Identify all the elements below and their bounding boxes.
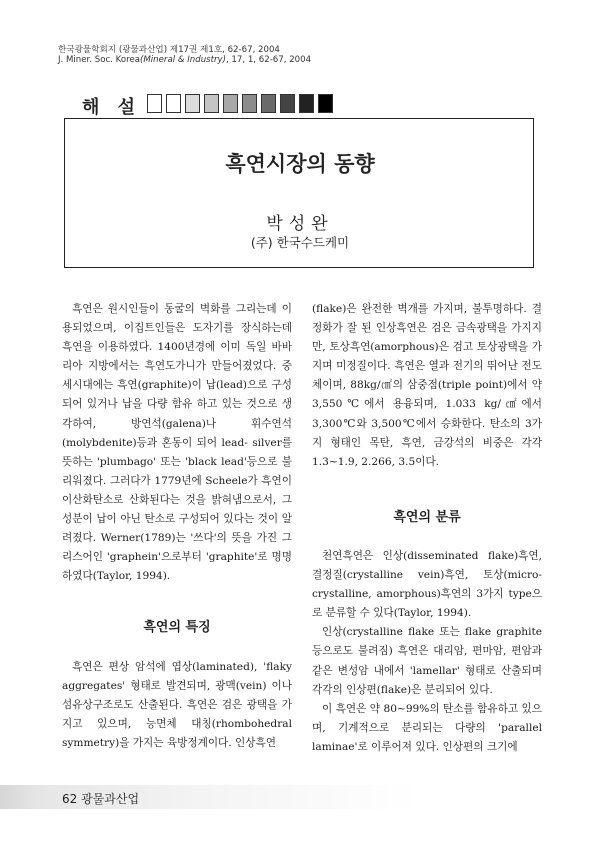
body-column-right xyxy=(312,300,542,757)
paragraph-properties: (flake)은 완전한 벽개를 가지며, 불투명하다. 결정화가 잘 된 인상흑연은 검은 금속광택을 가지지만, 토상흑연(amorphous)은 검고 토상광택을 가지며 미정질이다. 흑연은 열과 전기의 뛰어난 전도체이며, 88kg/㎠의 삼중점(triple point)에서 약 3,550℃에서 용융되며, 1.033 kg/㎠에서 3,300℃와 3,500℃에서 승화한다. 탄소의 3가지 형태인 목탄, 흑연, 금강석의 비중은 각각 1.3~1.9, 2.266, 3.5이다. xyxy=(312,303,542,468)
citation-journal-name: J. Miner. Soc. Korea xyxy=(58,55,141,65)
paragraph-types: 천연흑연은 인상(disseminated flake)흑연, 결정질(crystalline vein)흑연, 토상(micro-crystalline, amorphous)흑연의 3가지 type으로 분류할 수 있다(Taylor, 1994). xyxy=(312,549,542,620)
paragraph-carbon-content: 이 흑연은 약 80~99%의 탄소를 함유하고 있으며, 기계적으로 분리되는 다량의 'parallel laminae'로 이루어져 있다. 인상편의 크기에 xyxy=(312,702,542,753)
decorative-square-10 xyxy=(318,94,333,113)
decorative-square-8 xyxy=(280,94,295,113)
footer-page-label: 62 광물과산업 xyxy=(62,792,140,806)
decorative-square-2 xyxy=(166,94,181,113)
article-author: 박성완 xyxy=(266,214,334,234)
citation-volume-pages: , 17, 1, 62-67, 2004 xyxy=(225,55,312,65)
body-column-left xyxy=(62,300,292,753)
article-title: 흑연시장의 동향 xyxy=(225,152,375,176)
heading-characteristics: 흑연의 특징 xyxy=(143,620,211,636)
decorative-square-9 xyxy=(299,94,314,113)
paragraph-history: 흑연은 원시인들이 동굴의 벽화를 그리는데 이용되었으며, 이집트인들은 도자기를 장식하는데 흑연을 이용하였다. 1400년경에 이미 독일 바바리아 지방에서는 흑연도가니가 만들어졌었다. 중세시대에는 흑연(graphite)이 납(lead)으로 구성되어 있거나 납을 다량 함유 하고 있는 것으로 생각하여, 방연석(galena)나 휘수연석(molybdenite)등과 혼동이 되어 lead- silver를 뜻하는 'plumbago' 또는 'black lead'등으로 불리워졌다. 그러다가 1779년에 Scheele가 흑연이 이산화탄소로 산화된다는 것을 밝혀냄으로서, 그 성분이 납이 아닌 탄소로 구성되어 있다는 것이 알려졌다. Werner(1789)는 '쓰다'의 뜻을 가진 그리스어인 'graphein'으로부터 'graphite'로 명명하였다(Taylor, 1994). xyxy=(62,303,292,583)
paragraph-flake-graphite: 인상(crystalline flake 또는 flake graphite 등으로도 불려짐) 흑연은 대리암, 편마암, 편암과 같은 변성암 내에서 'lamellar' 형태로 산출되며 각각의 인상편(flake)은 분리되어 있다. xyxy=(312,626,542,696)
author-affiliation: (주) 한국수드케미 xyxy=(250,235,350,250)
journal-citation-english xyxy=(58,55,311,65)
decorative-square-3 xyxy=(185,94,200,113)
paragraph-characteristics: 흑연은 편상 암석에 엽상(laminated), 'flaky aggregates' 형태로 발견되며, 광맥(vein) 이나 섬유상구조로도 산출된다. 흑연은 검은 광택을 가지고 있으며, 능면체 대칭(rhombohedral symmetry)을 가지는 육방정계이다. 인상흑연 xyxy=(62,660,292,749)
section-label: 해 설 xyxy=(82,97,142,118)
decorative-gradient-squares xyxy=(147,94,333,113)
heading-classification: 흑연의 분류 xyxy=(393,509,461,525)
decorative-square-6 xyxy=(242,94,257,113)
decorative-square-1 xyxy=(147,94,162,113)
decorative-square-4 xyxy=(204,94,219,113)
journal-citation-korean: 한국광물학회지 (광물과산업) 제17권 제1호, 62-67, 2004 xyxy=(58,45,280,55)
decorative-square-7 xyxy=(261,94,276,113)
decorative-square-5 xyxy=(223,94,238,113)
citation-journal-subtitle: (Mineral & Industry) xyxy=(140,55,226,65)
